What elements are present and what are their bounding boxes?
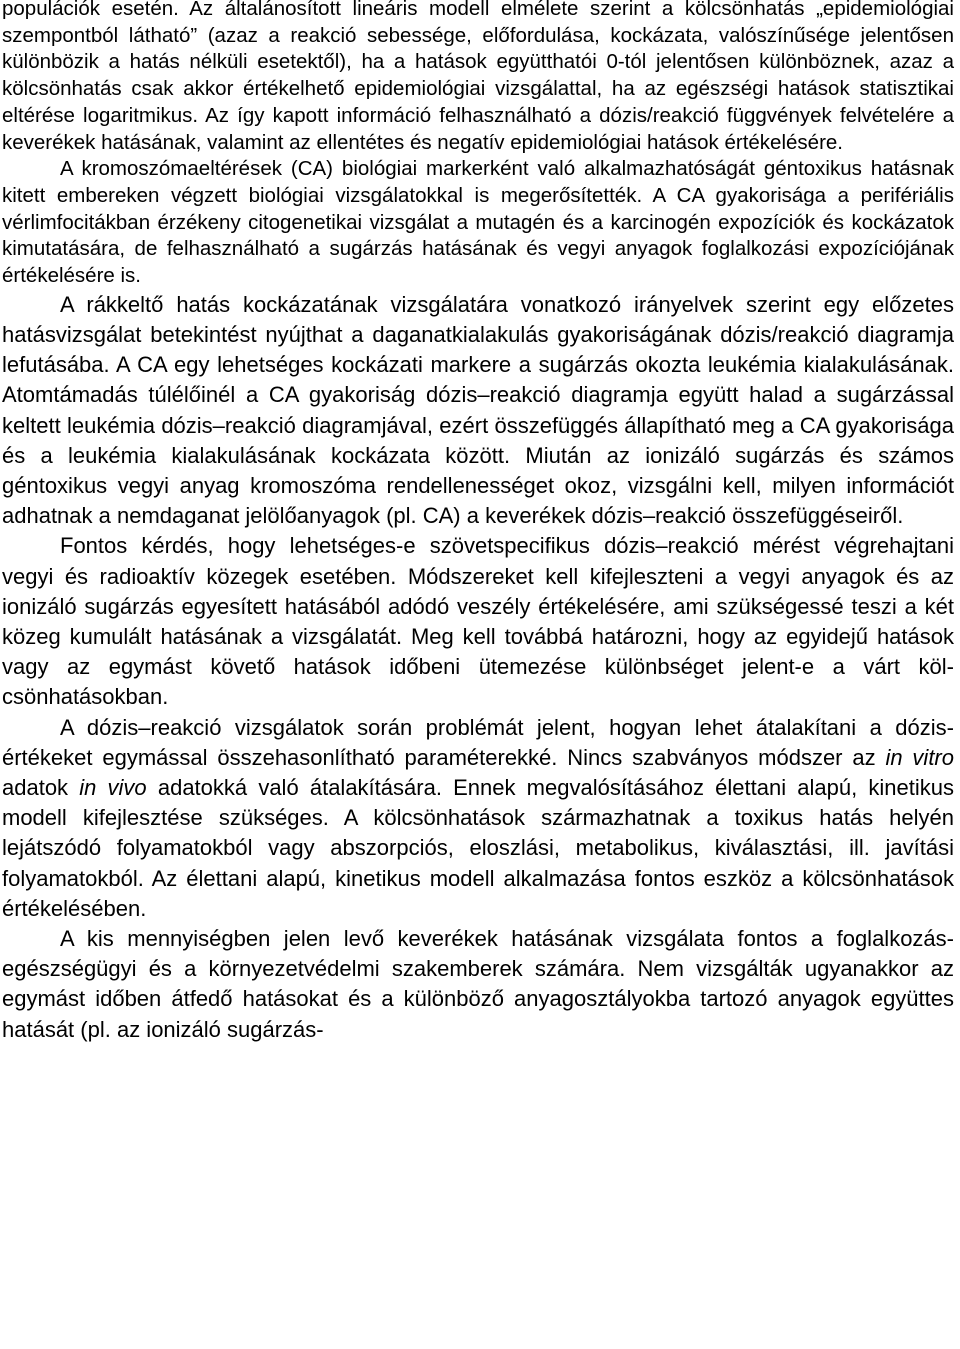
paragraph-5-italic-in-vivo: in vivo [79,774,147,800]
paragraph-4 [2,531,954,712]
paragraph-4-text: Fontos kérdés, hogy lehetséges-e szövetspecifikus dózis–reakció mérést végrehajtani vegyi és radioaktív közegek esetében. Módszereket kell kifejleszteni a vegyi anyagok és az ionizáló sugárzás egyesített hatásából adódó veszély értékelésére, ami szükségessé teszi a két közeg kumulált hatásának a vizsgálatát. Meg kell továbbá határozni, hogy az egyidejű hatások vagy az egymást követő hatások időbeni ütemezése különbséget jelent-e a várt kölcsönhatásokban. [2,533,954,710]
paragraph-2-text: A kromoszómaeltérések (CA) biológiai markerként való alkalmazhatóságát géntoxikus hatásnak kitett embereken végzett biológiai vizsgálatokkal is megerősítették. A CA gyakorisága a perifériális vérlimfocitákban érzékeny citogenetikai vizsgálat a mutagén és a karcinogén expozíciók és kockázatok kimutatására, de felhasználható a sugárzás hatásának és vegyi anyagok foglalkozási expozíciójának értékelésére is. [2,157,954,288]
paragraph-5-text-c: adatokká való átalakítására. Ennek megvalósításához élettani alapú, kinetikus modell kifejlesztése szükséges. A kölcsönhatások származhatnak a toxikus hatás helyén lejátszódó folyamatokból vagy abszorpciós, eloszlási, metabolikus, kiválasztási, ill. javítási folyamatokból. Az élettani alapú, kinetikus modell alkalmazása fontos eszköz a kölcsönhatások értékelésében. [2,774,954,921]
paragraph-1-text: populációk esetén. Az általánosított lineáris modell elmélete szerint a kölcsönhatás „epidemiológiai szempontból látható” (azaz a reakció sebessége, előfordulása, kockázata, valószínűsége jelentősen különbözik a hatás nélküli esetektől), ha a hatások együtthatói 0-tól jelentősen különböznek, azaz a kölcsönhatás csak akkor értékelhető epidemiológiai vizsgálattal, ha az egészségi hatások statisztikai eltérése logaritmikus. Az így kapott információ felhasználható a dózis/reakció függvények felvételére a keverékek hatásának, valamint az ellentétes és negatív epidemiológiai hatások értékelésére. [2,0,954,154]
paragraph-1 [2,0,954,156]
paragraph-2 [2,156,954,290]
paragraph-3-text: A rákkeltő hatás kockázatának vizsgálatára vonatkozó irányelvek szerint egy előzetes hatásvizsgálat betekintést nyújthat a daganatkialakulás gyakoriságának dózis/reakció diagramja lefutásába. A CA egy lehetséges kockázati markere a sugárzás okozta leukémia kialakulásának. Atomtámadás túlélőinél a CA gyakoriság dózis–reakció diagramja együtt halad a sugárzással keltett leukémia dózis–reakció diagramjával, ezért összefüggés állapítható meg a CA gyakorisága és a leukémia kialakulásának kockázata között. Miután az ionizáló sugárzás és számos géntoxikus vegyi anyag kromoszóma rendellenességet okoz, vizsgálni kell, milyen információt adhatnak a nemdaganat jelölőanyagok (pl. CA) a keverékek dózis–reakció összefüggéseiről. [2,291,954,529]
paragraph-6 [2,924,954,1045]
paragraph-6-text: A kis mennyiségben jelen levő keverékek hatásának vizsgálata fontos a foglalkozás-egészségügyi és a környezetvédelmi szakemberek számára. Nem vizsgálták ugyanakkor az egymást időben átfedő hatásokat és a különböző anyagosztályokba tartozó anyagok együttes hatását (pl. az ionizáló sugárzás- [2,926,954,1042]
paragraph-5-italic-in-vitro: in vitro [885,744,954,770]
paragraph-5 [2,713,954,924]
paragraph-5-text-b: adatok [2,774,80,800]
paragraph-3 [2,290,954,532]
paragraph-5-text-a: A dózis–reakció vizsgálatok során problémát jelent, hogyan lehet átalakítani a dózis-értékeket egymással összehasonlítható paraméterekké. Nincs szabványos módszer az [2,714,954,770]
